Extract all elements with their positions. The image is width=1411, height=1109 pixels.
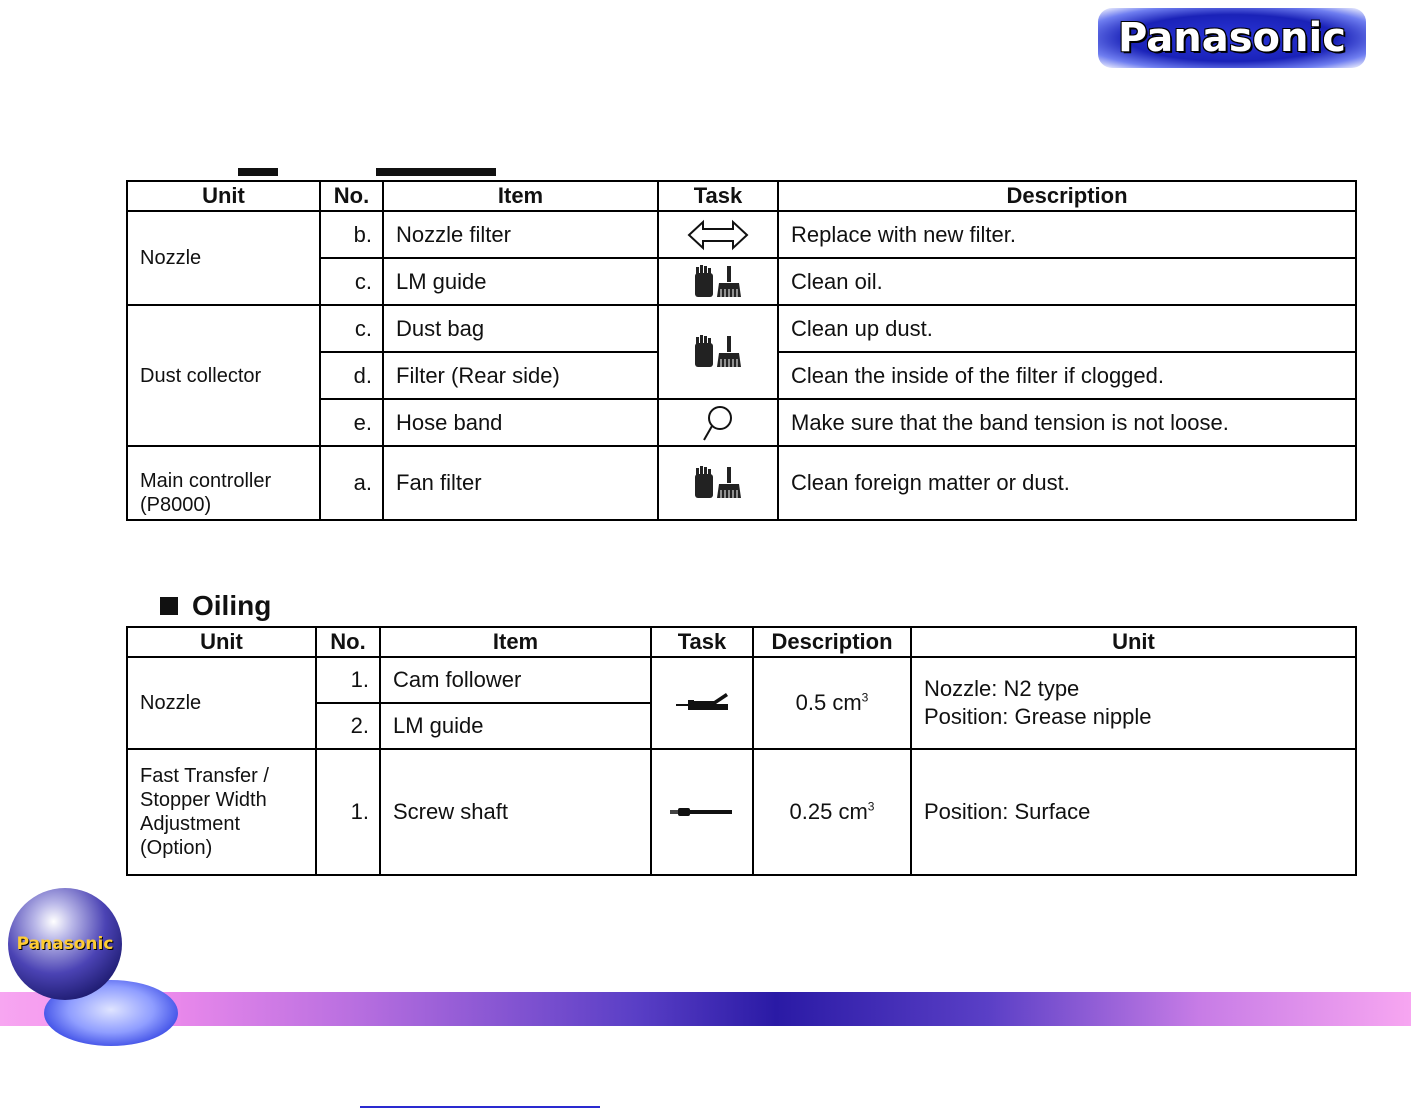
table-row xyxy=(127,749,1356,875)
section-title: Oiling xyxy=(192,590,272,621)
task-cell xyxy=(658,211,778,258)
header-task: Task xyxy=(658,181,778,211)
glove-brush-icon xyxy=(692,335,744,369)
task-cell xyxy=(658,446,778,520)
glove-brush-icon xyxy=(692,466,744,500)
header-task: Task xyxy=(651,627,753,657)
task-cell xyxy=(658,305,778,399)
replace-arrows-icon xyxy=(687,219,749,251)
unit-line: Main controller xyxy=(140,470,272,492)
amount-cell xyxy=(753,749,911,875)
globe-logo-text: Panasonic xyxy=(16,934,114,954)
unit-line: (P8000) xyxy=(140,494,212,516)
header-item: Item xyxy=(383,181,658,211)
header-unit: Unit xyxy=(127,627,316,657)
unit-cell: Dust collector xyxy=(127,305,320,446)
item-cell: Filter (Rear side) xyxy=(383,352,658,399)
amount-exponent: 3 xyxy=(867,799,875,814)
panasonic-logo xyxy=(1098,8,1366,68)
task-cell xyxy=(651,749,753,875)
header-item: Item xyxy=(380,627,651,657)
description-cell: Replace with new filter. xyxy=(778,211,1356,258)
item-cell: Dust bag xyxy=(383,305,658,352)
magnifier-icon xyxy=(700,403,736,443)
task-cell xyxy=(651,657,753,749)
number-cell: c. xyxy=(320,305,383,352)
table-row xyxy=(127,657,1356,703)
glove-brush-icon xyxy=(692,265,744,299)
number-cell: d. xyxy=(320,352,383,399)
oiling-table xyxy=(126,626,1357,876)
task-cell xyxy=(658,258,778,305)
unit-line: Stopper Width xyxy=(140,789,267,811)
item-cell: LM guide xyxy=(383,258,658,305)
cropped-heading-fragment xyxy=(238,168,278,176)
unit-line: Fast Transfer / xyxy=(140,765,269,787)
description-cell: Clean up dust. xyxy=(778,305,1356,352)
table-row xyxy=(127,211,1356,258)
grease-gun-icon xyxy=(674,691,730,715)
detail-line: Nozzle: N2 type xyxy=(924,676,1080,701)
unit-cell: Nozzle xyxy=(127,657,316,749)
header-description: Description xyxy=(778,181,1356,211)
footer-link-underline xyxy=(360,1106,600,1108)
description-cell: Clean the inside of the filter if clogged. xyxy=(778,352,1356,399)
header-unit-detail: Unit xyxy=(911,627,1356,657)
cropped-heading-fragment xyxy=(376,168,496,176)
number-cell: a. xyxy=(320,446,383,520)
unit-line: Adjustment xyxy=(140,813,241,835)
item-cell: Cam follower xyxy=(380,657,651,703)
number-cell: b. xyxy=(320,211,383,258)
panasonic-globe-logo xyxy=(8,888,122,1000)
square-bullet-icon xyxy=(160,597,178,615)
header-unit: Unit xyxy=(127,181,320,211)
table-row xyxy=(127,446,1356,520)
unit-line: (Option) xyxy=(140,837,213,859)
header-description: Description xyxy=(753,627,911,657)
detail-line: Position: Grease nipple xyxy=(924,704,1152,729)
unit-cell xyxy=(127,446,320,520)
section-heading xyxy=(160,590,271,622)
header-no: No. xyxy=(320,181,383,211)
amount-value: 0.5 cm xyxy=(795,690,862,715)
maintenance-table xyxy=(126,180,1357,521)
number-cell: 2. xyxy=(316,703,380,749)
number-cell: c. xyxy=(320,258,383,305)
table-header-row xyxy=(127,627,1356,657)
footer-gradient-band xyxy=(0,992,1411,1026)
number-cell: 1. xyxy=(316,749,380,875)
header-no: No. xyxy=(316,627,380,657)
number-cell: e. xyxy=(320,399,383,446)
oil-brush-icon xyxy=(670,804,734,820)
task-cell xyxy=(658,399,778,446)
detail-line: Position: Surface xyxy=(924,799,1091,824)
table-row xyxy=(127,305,1356,352)
table-header-row xyxy=(127,181,1356,211)
number-cell: 1. xyxy=(316,657,380,703)
description-cell: Clean foreign matter or dust. xyxy=(778,446,1356,520)
item-cell: Screw shaft xyxy=(380,749,651,875)
description-cell: Clean oil. xyxy=(778,258,1356,305)
item-cell: LM guide xyxy=(380,703,651,749)
logo-text: Panasonic xyxy=(1118,15,1346,61)
unit-cell xyxy=(127,749,316,875)
amount-exponent: 3 xyxy=(861,690,869,705)
description-cell: Make sure that the band tension is not loose. xyxy=(778,399,1356,446)
detail-cell xyxy=(911,657,1356,749)
amount-value: 0.25 cm xyxy=(789,799,868,824)
amount-cell xyxy=(753,657,911,749)
item-cell: Nozzle filter xyxy=(383,211,658,258)
item-cell: Fan filter xyxy=(383,446,658,520)
detail-cell xyxy=(911,749,1356,875)
unit-cell: Nozzle xyxy=(127,211,320,305)
item-cell: Hose band xyxy=(383,399,658,446)
